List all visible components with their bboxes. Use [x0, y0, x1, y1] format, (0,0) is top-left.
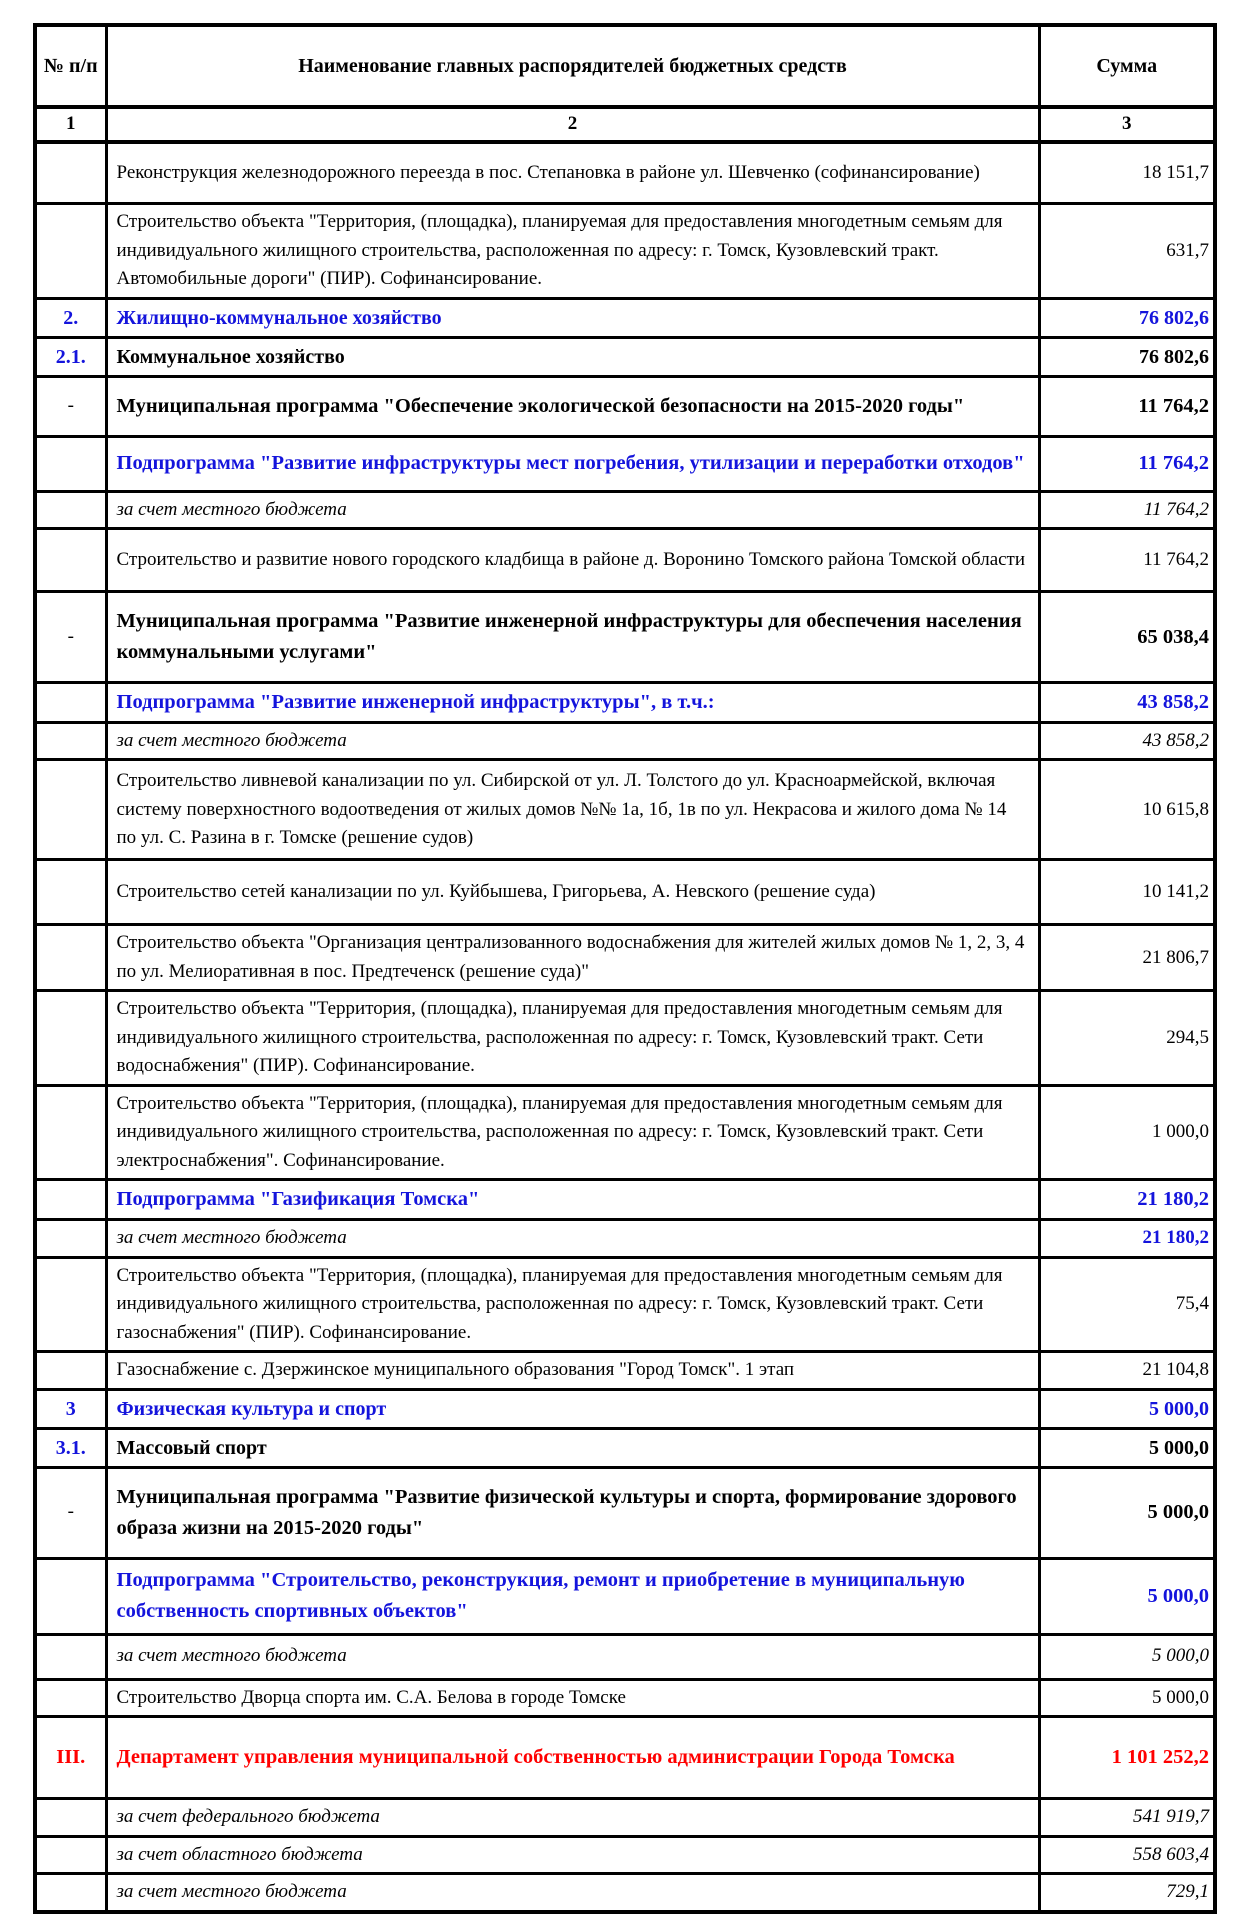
row-sum-cell: 21 104,8	[1039, 1352, 1215, 1390]
row-number-cell	[35, 436, 106, 491]
row-sum-cell: 541 919,7	[1039, 1799, 1215, 1837]
row-name-cell: Строительство объекта "Территория, (площадка), планируемая для предоставления многодетным семьям для индивидуального жилищного строительства, расположенная по адресу: г. Томск, Кузовлевский тракт. Сети газоснабжения" (ПИР). Софинансирование.	[106, 1257, 1039, 1352]
header-name: Наименование главных распорядителей бюджетных средств	[106, 25, 1039, 107]
table-row-funding-source	[35, 1799, 1215, 1837]
table-row-program	[35, 592, 1215, 683]
table-row-funding-source	[35, 722, 1215, 760]
table-row-subsection	[35, 337, 1215, 376]
table-row	[35, 860, 1215, 925]
row-number-cell: -	[35, 1467, 106, 1558]
table-row	[35, 1085, 1215, 1180]
row-sum-cell: 43 858,2	[1039, 683, 1215, 723]
colnum-2: 2	[106, 107, 1039, 142]
table-row	[35, 1257, 1215, 1352]
row-number-cell	[35, 491, 106, 529]
row-sum-cell: 10 615,8	[1039, 760, 1215, 860]
table-row-section	[35, 1389, 1215, 1428]
row-sum-cell: 5 000,0	[1039, 1679, 1215, 1717]
row-name-cell: Строительство объекта "Организация централизованного водоснабжения для жителей жилых домов № 1, 2, 3, 4 по ул. Мелиоративная в пос. Предтеченск (решение суда)"	[106, 925, 1039, 991]
row-sum-cell: 558 603,4	[1039, 1836, 1215, 1874]
table-row	[35, 760, 1215, 860]
table-row-subprogram	[35, 1180, 1215, 1220]
row-sum-cell: 11 764,2	[1039, 491, 1215, 529]
row-number-cell: 3	[35, 1389, 106, 1428]
row-name-cell: за счет областного бюджета	[106, 1836, 1039, 1874]
row-sum-cell: 11 764,2	[1039, 529, 1215, 592]
row-name-cell: Подпрограмма "Газификация Томска"	[106, 1180, 1039, 1220]
row-name-cell: Строительство и развитие нового городского кладбища в районе д. Воронино Томского района Томской области	[106, 529, 1039, 592]
row-number-cell	[35, 1634, 106, 1679]
row-name-cell: Подпрограмма "Строительство, реконструкция, ремонт и приобретение в муниципальную собственность спортивных объектов"	[106, 1558, 1039, 1634]
row-number-cell: 2.1.	[35, 337, 106, 376]
row-sum-cell: 65 038,4	[1039, 592, 1215, 683]
row-sum-cell: 5 000,0	[1039, 1467, 1215, 1558]
row-name-cell: Муниципальная программа "Развитие инженерной инфраструктуры для обеспечения населения коммунальными услугами"	[106, 592, 1039, 683]
row-name-cell: Подпрограмма "Развитие инфраструктуры мест погребения, утилизации и переработки отходов"	[106, 436, 1039, 491]
row-name-cell: за счет федерального бюджета	[106, 1799, 1039, 1837]
row-sum-cell: 294,5	[1039, 991, 1215, 1086]
row-number-cell	[35, 529, 106, 592]
row-name-cell: Строительство ливневой канализации по ул. Сибирской от ул. Л. Толстого до ул. Красноармейской, включая систему поверхностного водоотведения от жилых домов №№ 1а, 1б, 1в по ул. Некрасова и жилого дома № 14 по ул. С. Разина в г. Томске (решение судов)	[106, 760, 1039, 860]
row-name-cell: Реконструкция железнодорожного переезда в пос. Степановка в районе ул. Шевченко (софинансирование)	[106, 142, 1039, 204]
row-name-cell: Строительство сетей канализации по ул. Куйбышева, Григорьева, А. Невского (решение суда)	[106, 860, 1039, 925]
table-row-subprogram	[35, 683, 1215, 723]
row-number-cell	[35, 1874, 106, 1912]
row-sum-cell: 631,7	[1039, 204, 1215, 299]
row-number-cell: 3.1.	[35, 1428, 106, 1467]
row-sum-cell: 11 764,2	[1039, 436, 1215, 491]
table-row	[35, 925, 1215, 991]
row-name-cell: за счет местного бюджета	[106, 1220, 1039, 1258]
table-row-program	[35, 1467, 1215, 1558]
row-sum-cell: 5 000,0	[1039, 1634, 1215, 1679]
table-row	[35, 1679, 1215, 1717]
table-row-subprogram	[35, 1558, 1215, 1634]
row-sum-cell: 729,1	[1039, 1874, 1215, 1912]
row-name-cell: Физическая культура и спорт	[106, 1389, 1039, 1428]
row-name-cell: Массовый спорт	[106, 1428, 1039, 1467]
table-row-funding-source	[35, 491, 1215, 529]
row-number-cell: -	[35, 376, 106, 436]
row-sum-cell: 1 101 252,2	[1039, 1717, 1215, 1799]
column-numbers-row	[35, 107, 1215, 142]
table-row-funding-source	[35, 1836, 1215, 1874]
row-name-cell: за счет местного бюджета	[106, 722, 1039, 760]
row-sum-cell: 11 764,2	[1039, 376, 1215, 436]
table-row	[35, 204, 1215, 299]
row-name-cell: Подпрограмма "Развитие инженерной инфраструктуры", в т.ч.:	[106, 683, 1039, 723]
table-row	[35, 529, 1215, 592]
row-sum-cell: 21 180,2	[1039, 1220, 1215, 1258]
row-name-cell: Строительство Дворца спорта им. С.А. Белова в городе Томске	[106, 1679, 1039, 1717]
row-sum-cell: 5 000,0	[1039, 1558, 1215, 1634]
row-number-cell: III.	[35, 1717, 106, 1799]
row-sum-cell: 18 151,7	[1039, 142, 1215, 204]
row-number-cell	[35, 1558, 106, 1634]
row-number-cell	[35, 683, 106, 723]
row-number-cell	[35, 860, 106, 925]
row-sum-cell: 10 141,2	[1039, 860, 1215, 925]
row-number-cell	[35, 925, 106, 991]
row-sum-cell: 76 802,6	[1039, 298, 1215, 337]
row-number-cell	[35, 1257, 106, 1352]
row-sum-cell: 5 000,0	[1039, 1428, 1215, 1467]
row-number-cell	[35, 1679, 106, 1717]
row-number-cell	[35, 991, 106, 1086]
row-number-cell	[35, 1180, 106, 1220]
row-sum-cell: 5 000,0	[1039, 1389, 1215, 1428]
row-name-cell: за счет местного бюджета	[106, 1634, 1039, 1679]
row-sum-cell: 76 802,6	[1039, 337, 1215, 376]
row-number-cell	[35, 1220, 106, 1258]
row-name-cell: за счет местного бюджета	[106, 1874, 1039, 1912]
table-header-row	[35, 25, 1215, 107]
row-number-cell	[35, 1799, 106, 1837]
row-name-cell: Муниципальная программа "Обеспечение экологической безопасности на 2015-2020 годы"	[106, 376, 1039, 436]
row-number-cell	[35, 1085, 106, 1180]
table-row-program	[35, 376, 1215, 436]
table-row	[35, 1352, 1215, 1390]
row-number-cell	[35, 760, 106, 860]
table-row-funding-source	[35, 1874, 1215, 1912]
table-row-section	[35, 298, 1215, 337]
row-name-cell: Газоснабжение с. Дзержинское муниципального образования "Город Томск". 1 этап	[106, 1352, 1039, 1390]
header-num: № п/п	[35, 25, 106, 107]
table-row-funding-source	[35, 1634, 1215, 1679]
row-sum-cell: 21 180,2	[1039, 1180, 1215, 1220]
row-number-cell	[35, 1352, 106, 1390]
row-name-cell: Департамент управления муниципальной собственностью администрации Города Томска	[106, 1717, 1039, 1799]
row-number-cell: 2.	[35, 298, 106, 337]
budget-table	[33, 23, 1217, 1914]
colnum-1: 1	[35, 107, 106, 142]
row-sum-cell: 75,4	[1039, 1257, 1215, 1352]
row-sum-cell: 1 000,0	[1039, 1085, 1215, 1180]
colnum-3: 3	[1039, 107, 1215, 142]
table-row	[35, 991, 1215, 1086]
table-row-funding-source	[35, 1220, 1215, 1258]
table-row-subsection	[35, 1428, 1215, 1467]
row-name-cell: Жилищно-коммунальное хозяйство	[106, 298, 1039, 337]
table-row-subprogram	[35, 436, 1215, 491]
row-name-cell: Коммунальное хозяйство	[106, 337, 1039, 376]
row-number-cell	[35, 204, 106, 299]
row-number-cell	[35, 722, 106, 760]
row-name-cell: Строительство объекта "Территория, (площадка), планируемая для предоставления многодетным семьям для индивидуального жилищного строительства, расположенная по адресу: г. Томск, Кузовлевский тракт. Автомобильные дороги" (ПИР). Софинансирование.	[106, 204, 1039, 299]
row-name-cell: за счет местного бюджета	[106, 491, 1039, 529]
row-number-cell	[35, 1836, 106, 1874]
table-row	[35, 142, 1215, 204]
header-sum: Сумма	[1039, 25, 1215, 107]
row-name-cell: Строительство объекта "Территория, (площадка), планируемая для предоставления многодетным семьям для индивидуального жилищного строительства, расположенная по адресу: г. Томск, Кузовлевский тракт. Сети электроснабжения". Софинансирование.	[106, 1085, 1039, 1180]
row-sum-cell: 21 806,7	[1039, 925, 1215, 991]
row-number-cell: -	[35, 592, 106, 683]
table-row-department	[35, 1717, 1215, 1799]
row-number-cell	[35, 142, 106, 204]
row-name-cell: Строительство объекта "Территория, (площадка), планируемая для предоставления многодетным семьям для индивидуального жилищного строительства, расположенная по адресу: г. Томск, Кузовлевский тракт. Сети водоснабжения" (ПИР). Софинансирование.	[106, 991, 1039, 1086]
row-name-cell: Муниципальная программа "Развитие физической культуры и спорта, формирование здорового образа жизни на 2015-2020 годы"	[106, 1467, 1039, 1558]
row-sum-cell: 43 858,2	[1039, 722, 1215, 760]
